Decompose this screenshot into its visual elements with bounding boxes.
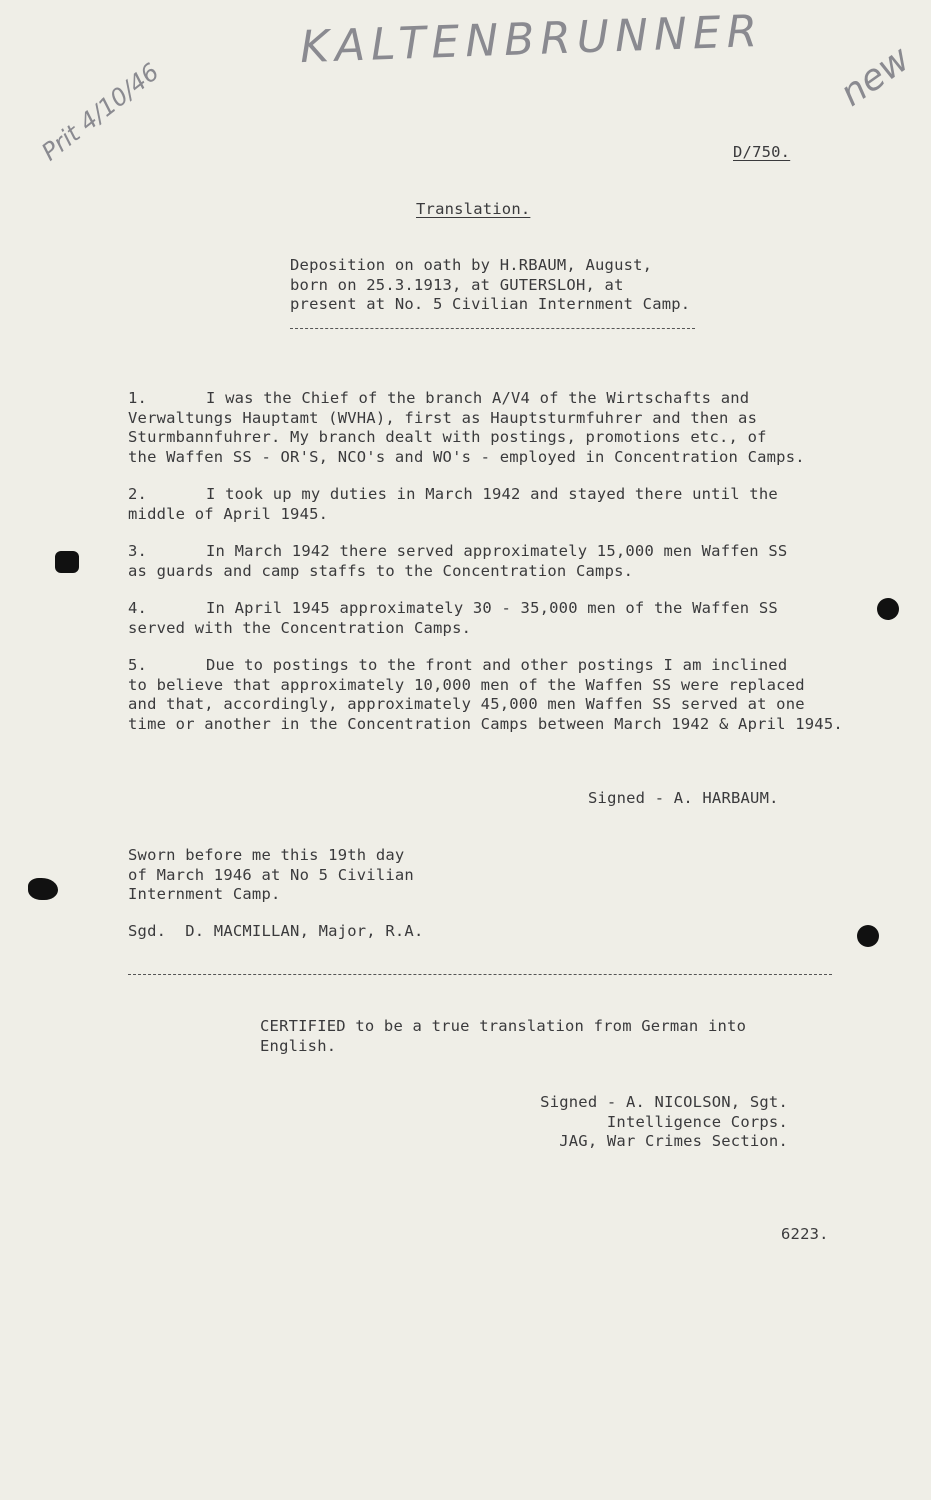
paragraph-line: the Waffen SS - OR'S, NCO's and WO's - employed in Concentration Camps. [128, 447, 805, 466]
officer-signature: Sgd. D. MACMILLAN, Major, R.A. [128, 922, 424, 940]
paragraph-line: time or another in the Concentration Camps between March 1942 & April 1945. [128, 714, 843, 733]
deposition-header [290, 256, 690, 315]
translator-line: Signed - A. NICOLSON, Sgt. [540, 1093, 788, 1111]
paragraph-3 [128, 542, 787, 581]
paragraph-line: I took up my duties in March 1942 and stayed there until the [206, 485, 778, 503]
sworn-statement [128, 846, 414, 905]
paragraph-line: Due to postings to the front and other postings I am inclined [206, 656, 788, 674]
deposition-line: Deposition on oath by H.RBAUM, August, [290, 256, 653, 274]
paragraph-line: as guards and camp staffs to the Concentration Camps. [128, 561, 634, 580]
paragraph-number: 5. [128, 656, 148, 674]
certification [260, 1017, 746, 1056]
certification-line: English. [260, 1036, 337, 1055]
paragraph-line: served with the Concentration Camps. [128, 618, 472, 637]
paragraph-line: Sturmbannfuhrer. My branch dealt with postings, promotions etc., of [128, 428, 767, 446]
handwritten-initials-note: Prit 4/10/46 [36, 57, 165, 167]
punch-hole-mark [877, 598, 899, 620]
translator-line: JAG, War Crimes Section. [559, 1132, 788, 1150]
certification-line: CERTIFIED to be a true translation from German into [260, 1017, 747, 1035]
paragraph-number: 3. [128, 542, 148, 560]
paragraph-line: middle of April 1945. [128, 504, 329, 523]
paragraph-2 [128, 485, 778, 524]
sworn-line: Internment Camp. [128, 885, 281, 903]
deposition-line: present at No. 5 Civilian Internment Camp. [290, 295, 691, 313]
section-divider [128, 974, 832, 975]
deponent-signature: Signed - A. HARBAUM. [588, 789, 779, 807]
punch-hole-mark [857, 925, 879, 947]
paragraph-line: Verwaltungs Hauptamt (WVHA), first as Hauptsturmfuhrer and then as [128, 408, 758, 427]
paragraph-5 [128, 656, 843, 734]
document-reference: D/750. [733, 143, 791, 161]
paragraph-number: 1. [128, 389, 148, 407]
paragraph-line: I was the Chief of the branch A/V4 of the Wirtschafts and [206, 389, 750, 407]
page-number: 6223. [781, 1225, 829, 1243]
paragraph-line: In April 1945 approximately 30 - 35,000 men of the Waffen SS [206, 599, 778, 617]
paragraph-1 [128, 389, 805, 467]
deposition-line: born on 25.3.1913, at GUTERSLOH, at [290, 275, 624, 294]
sworn-line: of March 1946 at No 5 Civilian [128, 865, 414, 884]
handwritten-title: KALTENBRUNNER [299, 5, 764, 74]
paragraph-line: to believe that approximately 10,000 men of the Waffen SS were replaced [128, 675, 805, 694]
paragraph-number: 4. [128, 599, 148, 617]
punch-hole-mark [55, 551, 79, 573]
paragraph-line: and that, accordingly, approximately 45,000 men Waffen SS served at one [128, 695, 805, 713]
page-title: Translation. [416, 200, 531, 218]
header-divider [290, 328, 695, 329]
punch-hole-mark [28, 878, 58, 900]
paragraph-4 [128, 599, 778, 638]
paragraph-number: 2. [128, 485, 148, 503]
handwritten-note-right: new [832, 38, 918, 115]
translator-signature [540, 1093, 788, 1152]
paragraph-line: In March 1942 there served approximately 15,000 men Waffen SS [206, 542, 788, 560]
translator-line: Intelligence Corps. [606, 1112, 788, 1131]
sworn-line: Sworn before me this 19th day [128, 846, 405, 864]
